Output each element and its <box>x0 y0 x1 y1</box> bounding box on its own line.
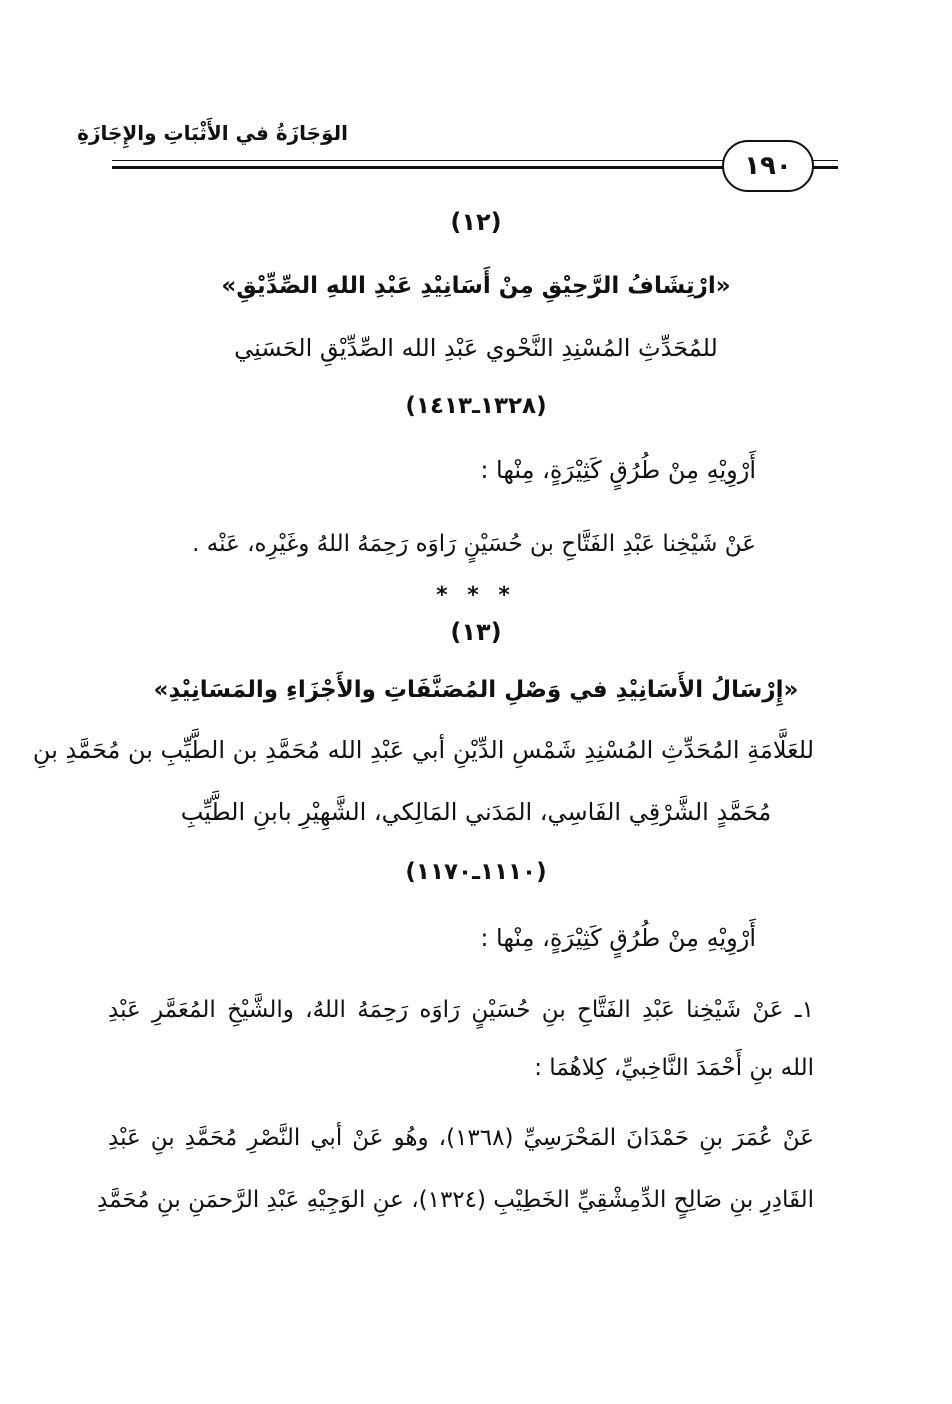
entry-number: (١٣) <box>450 618 502 646</box>
entry-title: «إِرْسَالُ الأَسَانِيْدِ في وَصْلِ المُصَنَّفَاتِ والأَجْزَاءِ والمَسَانِيْدِ» <box>153 677 799 703</box>
entry-intro: أَرْوِيْهِ مِنْ طُرُقٍ كَثِيْرَةٍ، مِنْها : <box>480 456 756 484</box>
page-number-frame <box>722 140 814 192</box>
entry-number: (١٢) <box>450 208 502 236</box>
entry-text-line: ١ـ عَنْ شَيْخِنا عَبْدِ الفَتَّاحِ بنِ حُسَيْنٍ رَاوَه رَحِمَهُ اللهُ، والشَّيْخِ المُعَمَّرِ عَبْدِ <box>108 997 814 1023</box>
section-separator: * * * <box>436 583 516 608</box>
page-number: ١٩٠ <box>744 151 792 181</box>
header-rule-right-thick <box>812 166 838 169</box>
entry-text-line: عَنْ شَيْخِنا عَبْدِ الفَتَّاحِ بن حُسَيْنٍ رَاوَه رَحِمَهُ اللهُ وغَيْرِه، عَنْه . <box>192 531 756 557</box>
entry-dates: (١١١٠ـ١١٧٠) <box>405 859 547 885</box>
entry-text-line: القَادِرِ بنِ صَالِحٍ الدِّمِشْقِيِّ الخَطِيْبِ (١٣٢٤)، عنِ الوَجِيْهِ عَبْدِ الرَّحمَنِ بنِ مُحَمَّدِ <box>97 1187 814 1213</box>
header-rule-thick <box>112 166 730 169</box>
entry-author: مُحَمَّدٍ الشَّرْقِي الفَاسِي، المَدَني المَالِكي، الشَّهِيْرِ بابنِ الطَّيِّبِ <box>180 798 772 826</box>
running-title: الوَجَازَةُ في الأَثْبَاتِ والإِجَازَةِ <box>77 121 348 145</box>
entry-text-line: الله بنِ أَحْمَدَ النَّاخِبيِّ، كِلاهُمَا : <box>534 1055 814 1081</box>
entry-intro: أَرْوِيْهِ مِنْ طُرُقٍ كَثِيْرَةٍ، مِنْها : <box>480 924 756 952</box>
entry-author: للمُحَدِّثِ المُسْنِدِ النَّحْوي عَبْدِ الله الصِّدِّيْقِ الحَسَنِي <box>234 334 718 362</box>
entry-author: للعَلَّامَةِ المُحَدِّثِ المُسْنِدِ شَمْسِ الدِّيْنِ أبي عَبْدِ الله مُحَمَّدِ بن الطَّيِّبِ بن مُحَمَّدِ بنِ <box>32 736 814 764</box>
header-rule-right-thin <box>812 160 838 161</box>
entry-text-line: عَنْ عُمَرَ بنِ حَمْدَانَ المَحْرَسِيِّ (١٣٦٨)، وهُو عَنْ أبي النَّصْرِ مُحَمَّدِ بنِ عَبْدِ <box>108 1125 814 1151</box>
entry-dates: (١٣٢٨ـ١٤١٣) <box>405 393 547 419</box>
entry-title: «ارْتِشَافُ الرَّحِيْقِ مِنْ أَسَانِيْدِ عَبْدِ اللهِ الصِّدِّيْقِ» <box>221 273 731 299</box>
header-rule-thin <box>112 160 730 161</box>
